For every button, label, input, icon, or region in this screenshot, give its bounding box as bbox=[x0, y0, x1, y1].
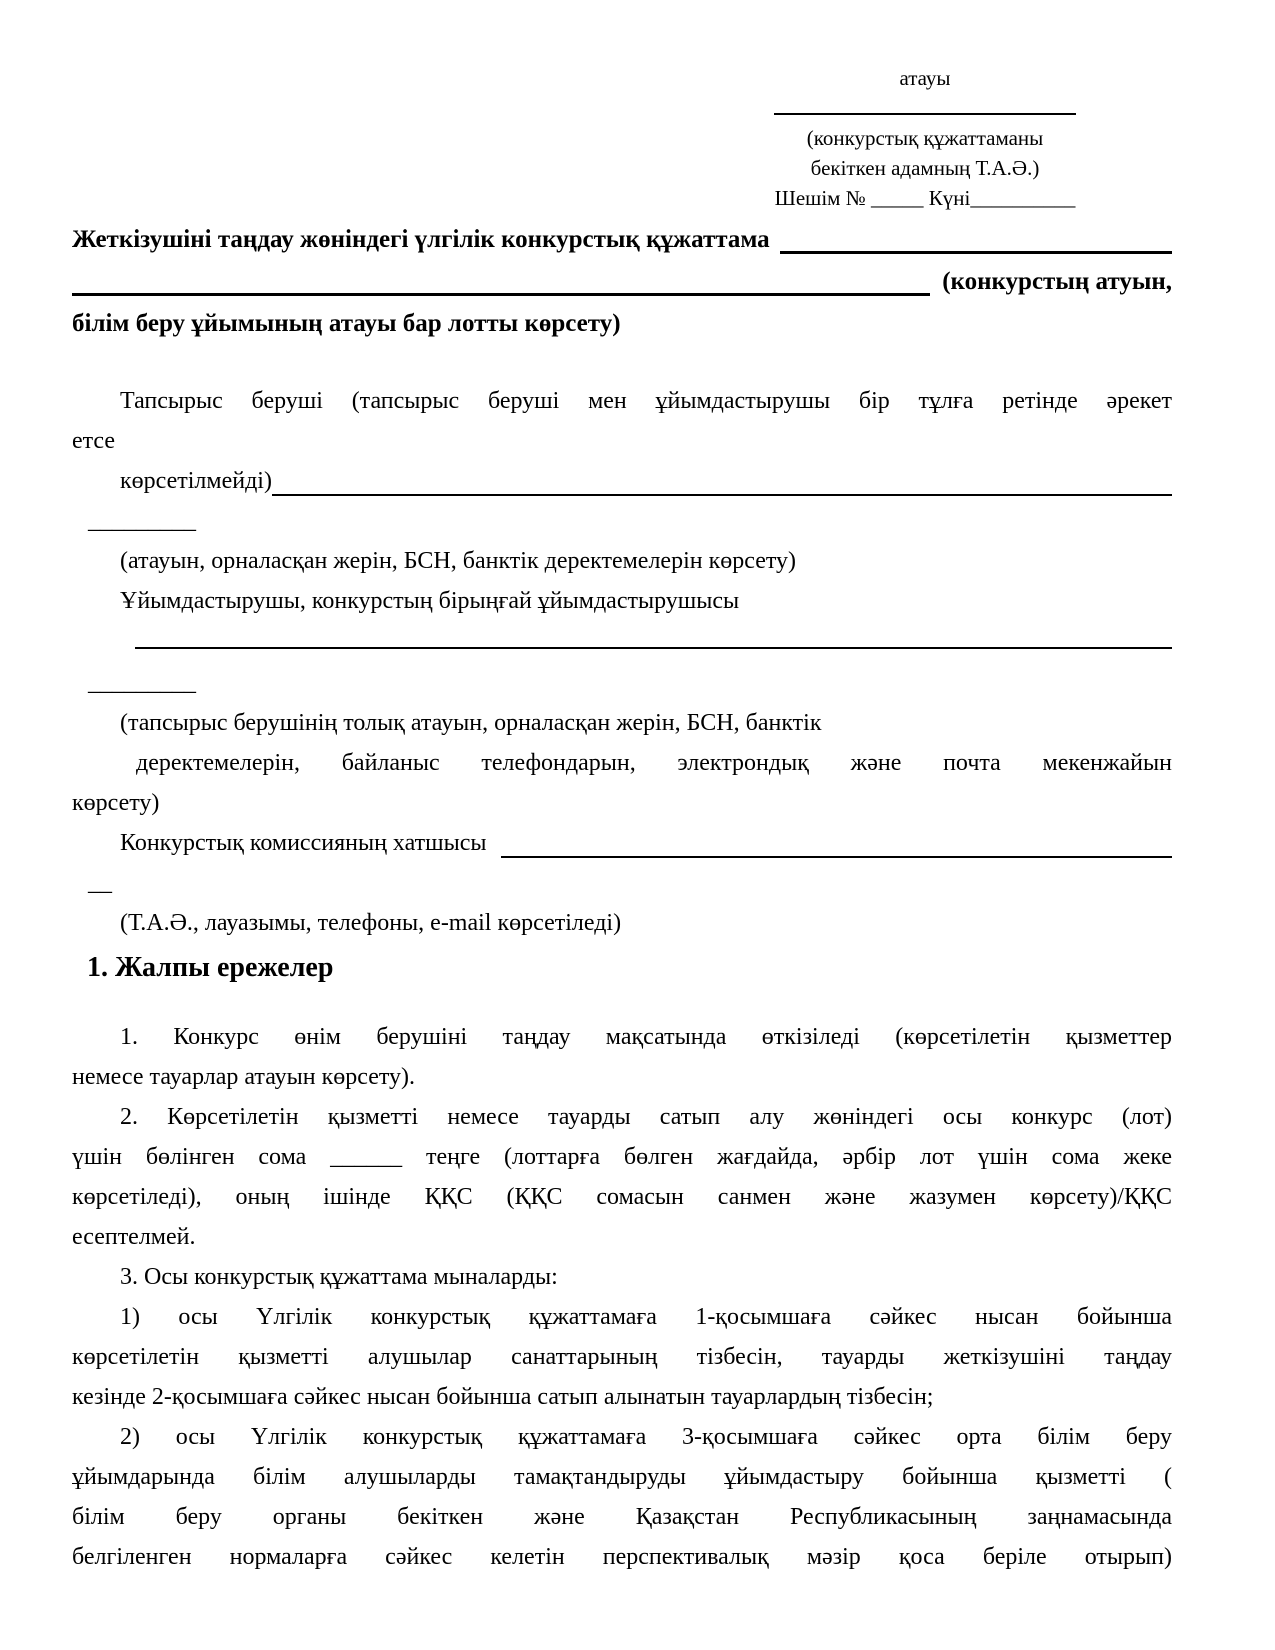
clause-3-item2-line1: 2) осы Үлгілік конкурстық құжаттамаға 3-қосымшаға сәйкес орта білім беру bbox=[120, 1424, 1172, 1450]
customer-line2: етсе bbox=[72, 428, 116, 454]
title-line1 bbox=[72, 219, 1172, 261]
organizer-note-line2: деректемелерін, байланыс телефондарын, электрондық және почта мекенжайын bbox=[136, 750, 1172, 776]
clause-2-line2: үшін бөлінген сома ______ теңге (лоттарға бөлген жағдайда, әрбір лот үшін сома жеке bbox=[72, 1144, 1172, 1170]
rule-tiny: __ bbox=[88, 870, 112, 896]
rule-short-2: _________ bbox=[88, 670, 196, 696]
clause-3-item2-line3: білім беру органы бекіткен және Қазақстан Республикасының заңнамасында bbox=[72, 1504, 1172, 1530]
secretary-note: (Т.А.Ә., лауазымы, телефоны, e-mail көрсетіледі) bbox=[120, 910, 622, 936]
customer-fill-prefix: көрсетілмейді) bbox=[120, 468, 272, 494]
secretary-prefix: Конкурстық комиссияның хатшысы bbox=[120, 830, 487, 856]
document-title bbox=[72, 219, 1172, 345]
organizer-note-line1: (тапсырыс берушінің толық атауын, орналасқан жерін, БСН, банктік bbox=[120, 710, 822, 736]
secretary-fill-line bbox=[72, 823, 1172, 863]
clause-3-item1-line3: кезінде 2-қосымшаға сәйкес нысан бойынша сатып алынатын тауарлардың тізбесін; bbox=[72, 1384, 934, 1410]
approval-name-label: атауы bbox=[899, 66, 951, 90]
title-line1-text: Жеткізушіні таңдау жөніндегі үлгілік конкурстық құжаттама bbox=[72, 226, 770, 253]
approval-block bbox=[760, 63, 1090, 213]
parties-section bbox=[72, 381, 1172, 943]
approval-signature-line bbox=[774, 99, 1076, 115]
organizer-blank-line bbox=[135, 621, 1172, 649]
title-line2-text: (конкурстың атуын, bbox=[942, 268, 1172, 295]
clause-3-item2-line2: ұйымдарында білім алушыларды тамақтандыруды ұйымдастыру бойынша қызметті ( bbox=[72, 1464, 1172, 1490]
clause-2-line1: 2. Көрсетілетін қызметті немесе тауарды сатып алу жөніндегі осы конкурс (лот) bbox=[120, 1104, 1172, 1130]
clause-2-line3: көрсетіледі), оның ішінде ҚҚС (ҚҚС сомасын санмен және жазумен көрсету)/ҚҚС bbox=[72, 1184, 1172, 1210]
clause-3-line1: 3. Осы конкурстық құжаттама мыналарды: bbox=[120, 1264, 558, 1290]
clause-1-line1: 1. Конкурс өнім берушіні таңдау мақсатында өткізіледі (көрсетілетін қызметтер bbox=[120, 1024, 1172, 1050]
customer-blank-line bbox=[272, 461, 1172, 496]
decision-number-date-line: Шешім № _____ Күні__________ bbox=[774, 186, 1076, 210]
approval-note-line1: (конкурстық құжаттаманы bbox=[806, 126, 1044, 150]
section-1-body bbox=[72, 1017, 1172, 1577]
clause-3-item2-line4: белгіленген нормаларға сәйкес келетін перспективалық мәзір қоса беріле отырып) bbox=[72, 1544, 1172, 1570]
clause-2-line4: есептелмей. bbox=[72, 1224, 196, 1250]
section-1-heading: 1. Жалпы ережелер bbox=[87, 952, 334, 983]
title-line2 bbox=[72, 261, 1172, 303]
customer-fill-line bbox=[72, 461, 1172, 501]
clause-1-line2: немесе тауарлар атауын көрсету). bbox=[72, 1064, 416, 1090]
secretary-blank-line bbox=[501, 823, 1172, 858]
title-line3-text: білім беру ұйымының атауы бар лотты көрсету) bbox=[72, 310, 621, 337]
organizer-line: Ұйымдастырушы, конкурстың бірыңғай ұйымдастырушысы bbox=[120, 588, 740, 614]
customer-note: (атауын, орналасқан жерін, БСН, банктік деректемелерін көрсету) bbox=[120, 548, 797, 574]
approval-note-line2: бекіткен адамның Т.А.Ә.) bbox=[810, 156, 1040, 180]
clause-3-item1-line2: көрсетілетін қызметті алушылар санаттарының тізбесін, тауарды жеткізушіні таңдау bbox=[72, 1344, 1172, 1370]
clause-3-item1-line1: 1) осы Үлгілік конкурстық құжаттамаға 1-қосымшаға сәйкес нысан бойынша bbox=[120, 1304, 1172, 1330]
customer-line1: Тапсырыс беруші (тапсырыс беруші мен ұйымдастырушы бір тұлға ретінде әрекет bbox=[120, 388, 1172, 414]
rule-short-1: _________ bbox=[88, 508, 196, 534]
title-blank-line-1 bbox=[780, 219, 1172, 254]
title-blank-line-2 bbox=[72, 261, 930, 296]
organizer-note-line3: көрсету) bbox=[72, 790, 160, 816]
